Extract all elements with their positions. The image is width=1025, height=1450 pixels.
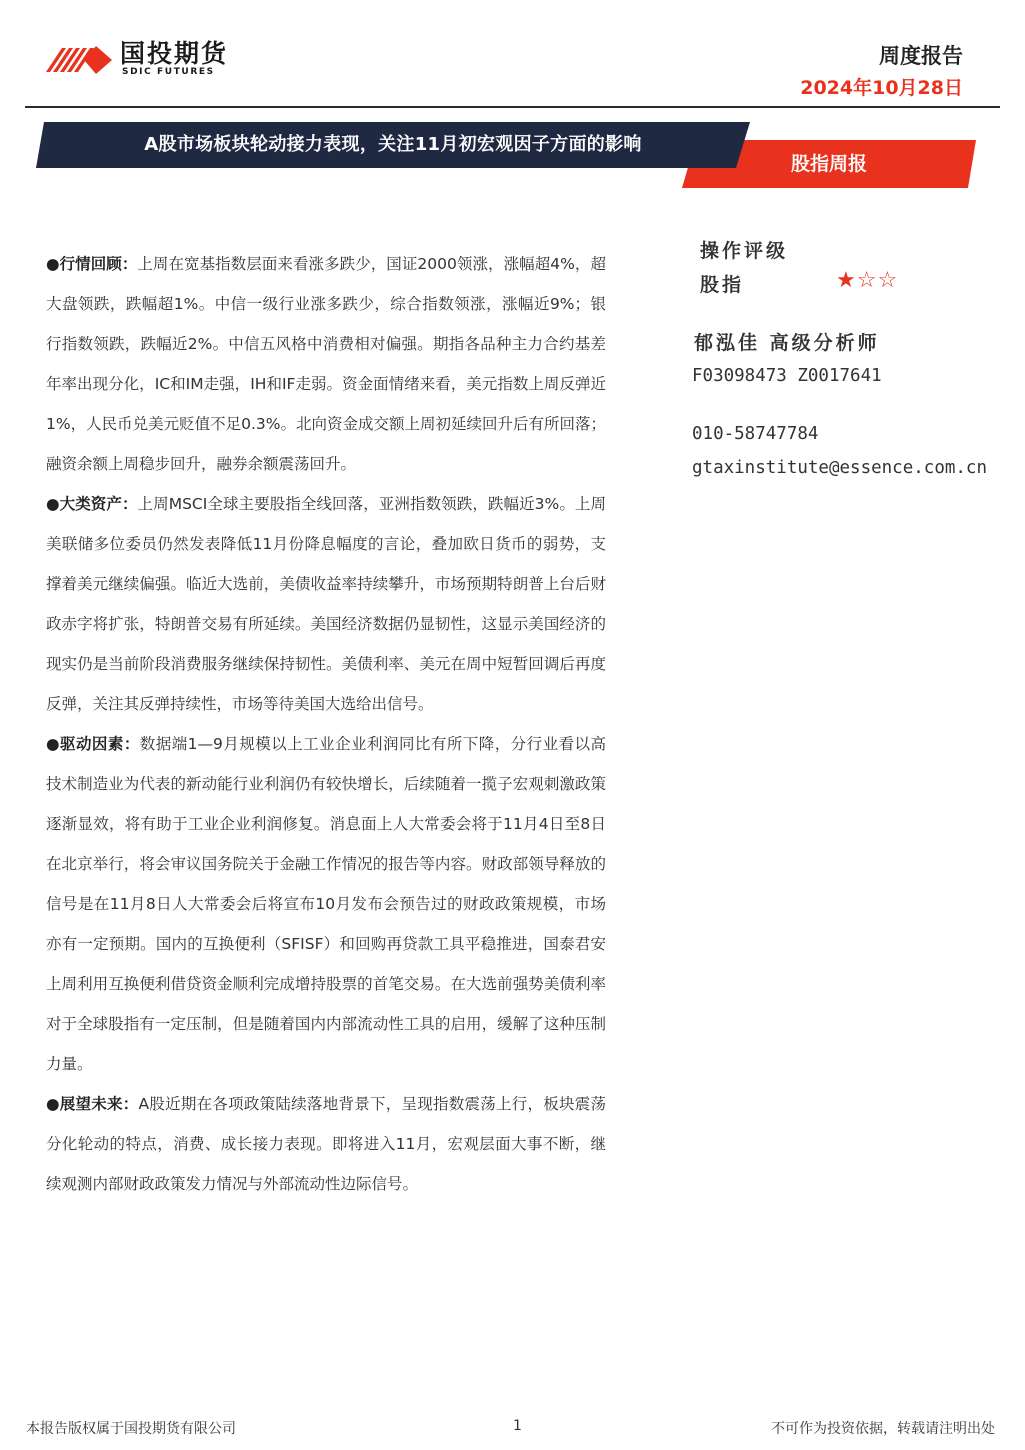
report-title: A股市场板块轮动接力表现，关注11月初宏观因子方面的影响 xyxy=(144,134,642,155)
category-tab-label: 股指周报 xyxy=(790,153,867,175)
paragraph-text: 上周在宽基指数层面来看涨多跌少，国证2000领涨，涨幅超4%，超大盘领跌，跌幅超1%。中信一级行业涨多跌少，综合指数领涨，涨幅近9%；银行指数领跌，跌幅近2%。中信五风格中消费相对偏强。期指各品种主力合约基差年率出现分化，IC和IM走强，IH和IF走弱。资金面情绪来看，美元指数上周反弹近1%，人民币兑美元贬值不足0.3%。北向资金成交额上周初延续回升后有所回落；融资余额上周稳步回升，融券余额震荡回升。 xyxy=(46,255,606,473)
paragraph-text: A股近期在各项政策陆续落地背景下，呈现指数震荡上行，板块震荡分化轮动的特点，消费、成长接力表现。即将进入11月，宏观层面大事不断，继续观测内部财政政策发力情况与外部流动性边际信号。 xyxy=(46,1095,606,1193)
page-footer xyxy=(0,1414,1025,1444)
copyright-notice: 本报告版权属于国投期货有限公司 xyxy=(26,1421,236,1437)
header-divider xyxy=(25,106,1000,108)
logo-chinese-name: 国投期货 xyxy=(120,39,229,68)
company-logo xyxy=(40,40,240,82)
paragraph-outlook xyxy=(46,1084,606,1204)
title-banner xyxy=(0,120,1025,190)
rating-label: 股指 xyxy=(700,274,745,296)
analyst-email: gtaxinstitute@essence.com.cn xyxy=(692,458,988,478)
paragraph-label: ●大类资产： xyxy=(46,495,138,513)
paragraph-text: 数据端1—9月规模以上工业企业利润同比有所下降，分行业看以高技术制造业为代表的新动能行业利润仍有较快增长，后续随着一揽子宏观刺激政策逐渐显效，将有助于工业企业利润修复。消息面上人大常委会将于11月4日至8日在北京举行，将会审议国务院关于金融工作情况的报告等内容。财政部领导释放的信号是在11月8日人大常委会后将宣布10月发布会预告过的财政政策规模，市场亦有一定预期。国内的互换便利（SFISF）和回购再贷款工具平稳推进，国泰君安上周利用互换便利借贷资金顺利完成增持股票的首笔交易。在大选前强势美债利率对于全球股指有一定压制，但是随着国内内部流动性工具的启用，缓解了这种压制力量。 xyxy=(46,735,606,1073)
report-date: 2024年10月28日 xyxy=(800,77,963,99)
disclaimer-notice: 不可作为投资依据，转载请注明出处 xyxy=(771,1421,995,1437)
report-type-label: 周度报告 xyxy=(879,44,963,68)
rating-heading: 操作评级 xyxy=(700,240,789,262)
report-header xyxy=(0,0,1025,110)
report-body xyxy=(46,244,606,1204)
paragraph-major-assets xyxy=(46,484,606,724)
paragraph-label: ●驱动因素： xyxy=(46,735,140,753)
analyst-certificate: F03098473 Z0017641 xyxy=(692,366,882,386)
analyst-phone: 010-58747784 xyxy=(692,424,819,444)
logo-english-name: SDIC FUTURES xyxy=(122,67,215,77)
paragraph-text: 上周MSCI全球主要股指全线回落，亚洲指数领跌，跌幅近3%。上周美联储多位委员仍然发表降低11月份降息幅度的言论，叠加欧日货币的弱势，支撑着美元继续偏强。临近大选前，美债收益率持续攀升，市场预期特朗普上台后财政赤字将扩张，特朗普交易有所延续。美国经济数据仍显韧性，这显示美国经济的现实仍是当前阶段消费服务继续保持韧性。美债利率、美元在周中短暂回调后再度反弹，关注其反弹持续性，市场等待美国大选给出信号。 xyxy=(46,495,606,713)
page-number: 1 xyxy=(513,1418,522,1434)
paragraph-drivers xyxy=(46,724,606,1084)
paragraph-market-review xyxy=(46,244,606,484)
logo-mark-icon xyxy=(40,42,114,80)
rating-stars-icon: ★☆☆ xyxy=(836,268,899,293)
paragraph-label: ●行情回顾： xyxy=(46,255,138,273)
paragraph-label: ●展望未来： xyxy=(46,1095,139,1113)
analyst-name: 郁泓佳 高级分析师 xyxy=(694,332,880,354)
